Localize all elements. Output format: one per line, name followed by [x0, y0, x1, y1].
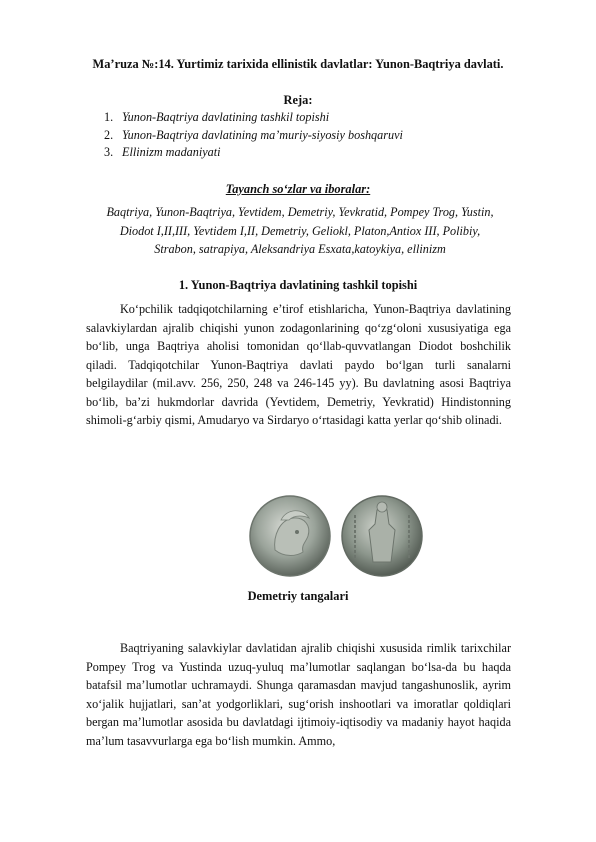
lecture-title: Ma’ruza №:14. Yurtimiz tarixida ellinistik davlatlar: Yunon-Baqtriya davlati. — [92, 57, 504, 71]
paragraph-1 — [86, 300, 511, 430]
paragraph-2 — [86, 639, 511, 750]
plan-item — [104, 144, 403, 162]
coin-reverse-icon — [342, 496, 422, 576]
plan-heading: Reja: — [283, 93, 313, 107]
keywords-text: Baqtriya, Yunon-Baqtriya, Yevtidem, Demetriy, Yevkratid, Pompey Trog, Yustin, Diodot I,II,III, Yevtidem I,II, Demetriy, Geliokl, Platon,Antiox III, Polibiy, Strabon, satrapiya, Aleksandriya Esxata,katoykiya, ellinizm — [106, 205, 494, 256]
paragraph-2-text: Baqtriyaning salavkiylar davlatidan ajralib chiqishi xususida rimlik tarixchilar Pompey Trog va Yustinda uzuq-yuluq ma’lumotlar saqlangan bo‘lsa-da bu haqda batafsil ma’lumotlar uchramaydi. Shunga qaramasdan mavjud tangashunoslik, ayrim xo‘jalik hujjatlari, san’at yodgorliklari, sug‘orish inshootlari va imoratlar qoldiqlari bergan ma’lumotlar asosida bu davlatdagi ijtimoiy-iqtisodiy va madaniy hayot haqida ma’lum tasavvurlarga ega bo‘lish mumkin. Ammo, — [86, 641, 511, 748]
keywords-heading: Tayanch so‘zlar va iboralar: — [225, 182, 371, 196]
plan-item — [104, 127, 403, 145]
coins-image — [245, 490, 426, 581]
plan-item-text: Yunon-Baqtriya davlatining ma’muriy-siyosiy boshqaruvi — [122, 127, 403, 142]
plan-item-text: Ellinizm madaniyati — [122, 145, 221, 159]
plan-item-number: 3. — [104, 145, 114, 159]
coin-obverse-icon — [250, 496, 330, 576]
plan-item-number: 1. — [104, 110, 114, 124]
plan-item-number: 2. — [104, 127, 114, 142]
section-heading: 1. Yunon-Baqtriya davlatining tashkil topishi — [178, 278, 418, 292]
plan-list — [104, 109, 403, 162]
figure-caption: Demetriy tangalari — [247, 589, 349, 603]
plan-item — [104, 109, 403, 127]
paragraph-1-text: Ko‘pchilik tadqiqotchilarning e’tirof etishlaricha, Yunon-Baqtriya davlatining salavkiylardan ajralib chiqishi yunon zodagonlarining qo‘zg‘oloni xususiyatiga ega bo‘lib, unga Baqtriya aholisi tomonidan qo‘llab-quvvatlangan Diodot boshchilik qiladi. Tadqiqotchilar Yunon-Baqtriya davlati paydo bo‘lgan turli sanalarni belgilaydilar (mil.avv. 256, 250, 248 va 246-145 yy). Bu davlatning asosi Baqtriya bo‘lib, ba’zi hukmdorlar davrida (Yevtidem, Demetriy, Yevkratid) Hindistonning shimoli-g‘arbiy qismi, Amudaryo va Sirdaryo o‘rtasidagi katta yerlar qo‘shib olinadi. — [86, 302, 511, 427]
plan-item-text: Yunon-Baqtriya davlatining tashkil topishi — [122, 110, 330, 124]
